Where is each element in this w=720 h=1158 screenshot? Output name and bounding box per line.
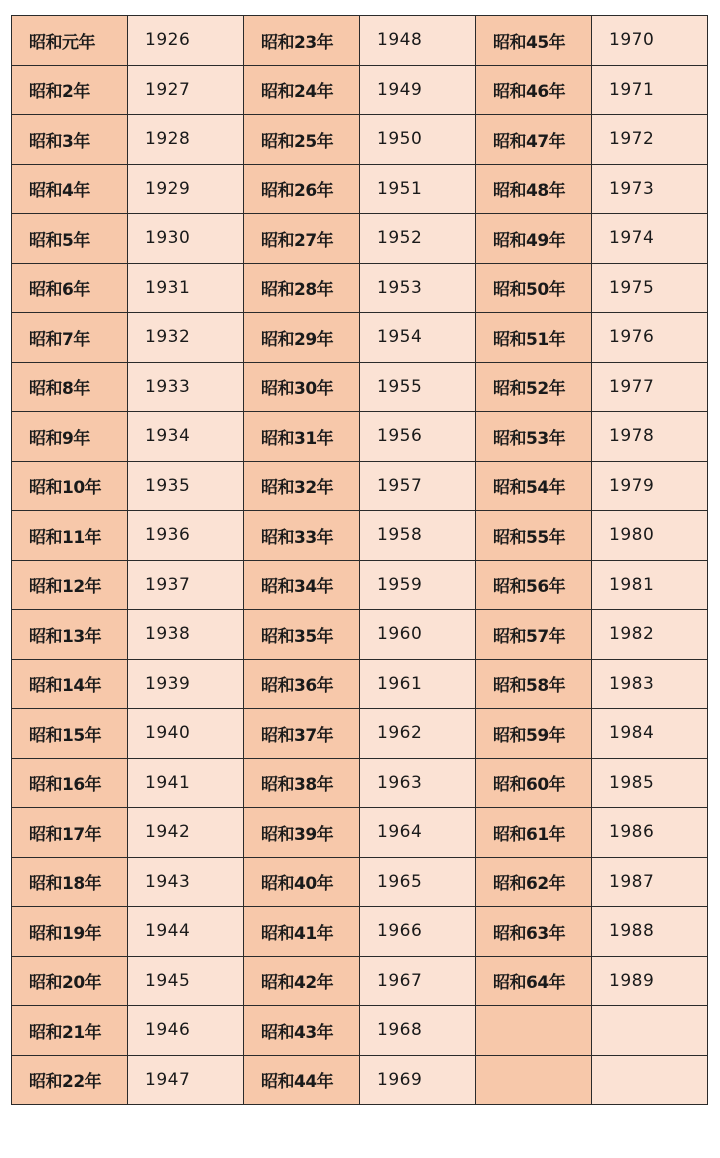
era-name-cell: 昭和元年 xyxy=(12,16,128,66)
era-name-cell: 昭和51年 xyxy=(476,313,592,363)
western-year-cell: 1972 xyxy=(592,115,708,165)
western-year-cell: 1969 xyxy=(360,1055,476,1105)
era-name-cell: 昭和12年 xyxy=(12,560,128,610)
era-name-cell: 昭和21年 xyxy=(12,1006,128,1056)
era-name-cell: 昭和54年 xyxy=(476,461,592,511)
western-year-cell: 1961 xyxy=(360,659,476,709)
era-name-cell: 昭和15年 xyxy=(12,709,128,759)
western-year-cell: 1979 xyxy=(592,461,708,511)
era-name-cell: 昭和25年 xyxy=(244,115,360,165)
table-row xyxy=(12,65,708,115)
western-year-cell: 1982 xyxy=(592,610,708,660)
western-year-cell: 1954 xyxy=(360,313,476,363)
table-row xyxy=(12,115,708,165)
showa-year-conversion-table xyxy=(11,15,708,1105)
western-year-cell: 1963 xyxy=(360,758,476,808)
table-row xyxy=(12,1055,708,1105)
western-year-cell: 1975 xyxy=(592,263,708,313)
era-name-cell: 昭和11年 xyxy=(12,511,128,561)
western-year-cell: 1981 xyxy=(592,560,708,610)
table-body xyxy=(12,16,708,1105)
era-name-cell: 昭和10年 xyxy=(12,461,128,511)
table-row xyxy=(12,560,708,610)
western-year-cell: 1955 xyxy=(360,362,476,412)
western-year-cell: 1938 xyxy=(128,610,244,660)
era-name-cell: 昭和63年 xyxy=(476,907,592,957)
table-row xyxy=(12,1006,708,1056)
era-conversion-table-wrapper xyxy=(11,15,708,1105)
western-year-cell: 1941 xyxy=(128,758,244,808)
era-name-cell: 昭和9年 xyxy=(12,412,128,462)
western-year-cell: 1934 xyxy=(128,412,244,462)
western-year-cell: 1939 xyxy=(128,659,244,709)
table-row xyxy=(12,164,708,214)
western-year-cell: 1933 xyxy=(128,362,244,412)
era-name-cell xyxy=(476,1055,592,1105)
western-year-cell: 1946 xyxy=(128,1006,244,1056)
western-year-cell: 1962 xyxy=(360,709,476,759)
western-year-cell: 1948 xyxy=(360,16,476,66)
era-name-cell: 昭和6年 xyxy=(12,263,128,313)
table-row xyxy=(12,808,708,858)
era-name-cell: 昭和60年 xyxy=(476,758,592,808)
western-year-cell: 1988 xyxy=(592,907,708,957)
era-name-cell: 昭和2年 xyxy=(12,65,128,115)
era-name-cell: 昭和57年 xyxy=(476,610,592,660)
western-year-cell: 1945 xyxy=(128,956,244,1006)
era-name-cell: 昭和34年 xyxy=(244,560,360,610)
era-name-cell: 昭和64年 xyxy=(476,956,592,1006)
era-name-cell: 昭和62年 xyxy=(476,857,592,907)
western-year-cell: 1965 xyxy=(360,857,476,907)
western-year-cell: 1943 xyxy=(128,857,244,907)
western-year-cell: 1935 xyxy=(128,461,244,511)
western-year-cell: 1937 xyxy=(128,560,244,610)
era-name-cell: 昭和26年 xyxy=(244,164,360,214)
western-year-cell: 1927 xyxy=(128,65,244,115)
era-name-cell: 昭和7年 xyxy=(12,313,128,363)
table-row xyxy=(12,412,708,462)
western-year-cell: 1976 xyxy=(592,313,708,363)
table-row xyxy=(12,511,708,561)
table-row xyxy=(12,214,708,264)
western-year-cell: 1968 xyxy=(360,1006,476,1056)
western-year-cell: 1957 xyxy=(360,461,476,511)
western-year-cell: 1970 xyxy=(592,16,708,66)
table-row xyxy=(12,709,708,759)
table-row xyxy=(12,659,708,709)
era-name-cell: 昭和52年 xyxy=(476,362,592,412)
era-name-cell: 昭和56年 xyxy=(476,560,592,610)
western-year-cell: 1959 xyxy=(360,560,476,610)
era-name-cell: 昭和16年 xyxy=(12,758,128,808)
western-year-cell: 1951 xyxy=(360,164,476,214)
era-name-cell: 昭和43年 xyxy=(244,1006,360,1056)
era-name-cell: 昭和58年 xyxy=(476,659,592,709)
western-year-cell: 1958 xyxy=(360,511,476,561)
western-year-cell: 1926 xyxy=(128,16,244,66)
western-year-cell: 1964 xyxy=(360,808,476,858)
western-year-cell: 1949 xyxy=(360,65,476,115)
era-name-cell: 昭和3年 xyxy=(12,115,128,165)
western-year-cell: 1966 xyxy=(360,907,476,957)
era-name-cell: 昭和37年 xyxy=(244,709,360,759)
western-year-cell: 1956 xyxy=(360,412,476,462)
western-year-cell: 1940 xyxy=(128,709,244,759)
western-year-cell: 1989 xyxy=(592,956,708,1006)
western-year-cell: 1936 xyxy=(128,511,244,561)
table-row xyxy=(12,610,708,660)
era-name-cell: 昭和45年 xyxy=(476,16,592,66)
western-year-cell: 1944 xyxy=(128,907,244,957)
era-name-cell: 昭和29年 xyxy=(244,313,360,363)
era-name-cell xyxy=(476,1006,592,1056)
era-name-cell: 昭和47年 xyxy=(476,115,592,165)
era-name-cell: 昭和46年 xyxy=(476,65,592,115)
western-year-cell: 1974 xyxy=(592,214,708,264)
western-year-cell: 1986 xyxy=(592,808,708,858)
era-name-cell: 昭和23年 xyxy=(244,16,360,66)
era-name-cell: 昭和59年 xyxy=(476,709,592,759)
era-name-cell: 昭和31年 xyxy=(244,412,360,462)
western-year-cell: 1953 xyxy=(360,263,476,313)
western-year-cell xyxy=(592,1006,708,1056)
western-year-cell: 1947 xyxy=(128,1055,244,1105)
era-name-cell: 昭和36年 xyxy=(244,659,360,709)
era-name-cell: 昭和61年 xyxy=(476,808,592,858)
table-row xyxy=(12,263,708,313)
era-name-cell: 昭和20年 xyxy=(12,956,128,1006)
era-name-cell: 昭和32年 xyxy=(244,461,360,511)
western-year-cell: 1929 xyxy=(128,164,244,214)
western-year-cell: 1980 xyxy=(592,511,708,561)
table-row xyxy=(12,16,708,66)
era-name-cell: 昭和40年 xyxy=(244,857,360,907)
era-name-cell: 昭和39年 xyxy=(244,808,360,858)
table-row xyxy=(12,907,708,957)
era-name-cell: 昭和5年 xyxy=(12,214,128,264)
western-year-cell: 1930 xyxy=(128,214,244,264)
table-row xyxy=(12,313,708,363)
era-name-cell: 昭和48年 xyxy=(476,164,592,214)
western-year-cell: 1977 xyxy=(592,362,708,412)
era-name-cell: 昭和17年 xyxy=(12,808,128,858)
western-year-cell: 1971 xyxy=(592,65,708,115)
western-year-cell: 1931 xyxy=(128,263,244,313)
western-year-cell: 1942 xyxy=(128,808,244,858)
era-name-cell: 昭和42年 xyxy=(244,956,360,1006)
table-row xyxy=(12,956,708,1006)
western-year-cell: 1950 xyxy=(360,115,476,165)
western-year-cell: 1985 xyxy=(592,758,708,808)
era-name-cell: 昭和49年 xyxy=(476,214,592,264)
era-name-cell: 昭和35年 xyxy=(244,610,360,660)
era-name-cell: 昭和24年 xyxy=(244,65,360,115)
era-name-cell: 昭和8年 xyxy=(12,362,128,412)
western-year-cell: 1967 xyxy=(360,956,476,1006)
era-name-cell: 昭和38年 xyxy=(244,758,360,808)
era-name-cell: 昭和53年 xyxy=(476,412,592,462)
western-year-cell: 1987 xyxy=(592,857,708,907)
western-year-cell: 1960 xyxy=(360,610,476,660)
era-name-cell: 昭和33年 xyxy=(244,511,360,561)
western-year-cell: 1983 xyxy=(592,659,708,709)
table-row xyxy=(12,362,708,412)
western-year-cell: 1928 xyxy=(128,115,244,165)
era-name-cell: 昭和55年 xyxy=(476,511,592,561)
era-name-cell: 昭和41年 xyxy=(244,907,360,957)
era-name-cell: 昭和4年 xyxy=(12,164,128,214)
era-name-cell: 昭和44年 xyxy=(244,1055,360,1105)
era-name-cell: 昭和19年 xyxy=(12,907,128,957)
table-row xyxy=(12,461,708,511)
western-year-cell: 1973 xyxy=(592,164,708,214)
era-name-cell: 昭和14年 xyxy=(12,659,128,709)
table-row xyxy=(12,758,708,808)
table-row xyxy=(12,857,708,907)
western-year-cell: 1932 xyxy=(128,313,244,363)
era-name-cell: 昭和22年 xyxy=(12,1055,128,1105)
western-year-cell: 1952 xyxy=(360,214,476,264)
era-name-cell: 昭和18年 xyxy=(12,857,128,907)
era-name-cell: 昭和50年 xyxy=(476,263,592,313)
era-name-cell: 昭和30年 xyxy=(244,362,360,412)
western-year-cell: 1978 xyxy=(592,412,708,462)
era-name-cell: 昭和27年 xyxy=(244,214,360,264)
western-year-cell: 1984 xyxy=(592,709,708,759)
era-name-cell: 昭和28年 xyxy=(244,263,360,313)
western-year-cell xyxy=(592,1055,708,1105)
era-name-cell: 昭和13年 xyxy=(12,610,128,660)
